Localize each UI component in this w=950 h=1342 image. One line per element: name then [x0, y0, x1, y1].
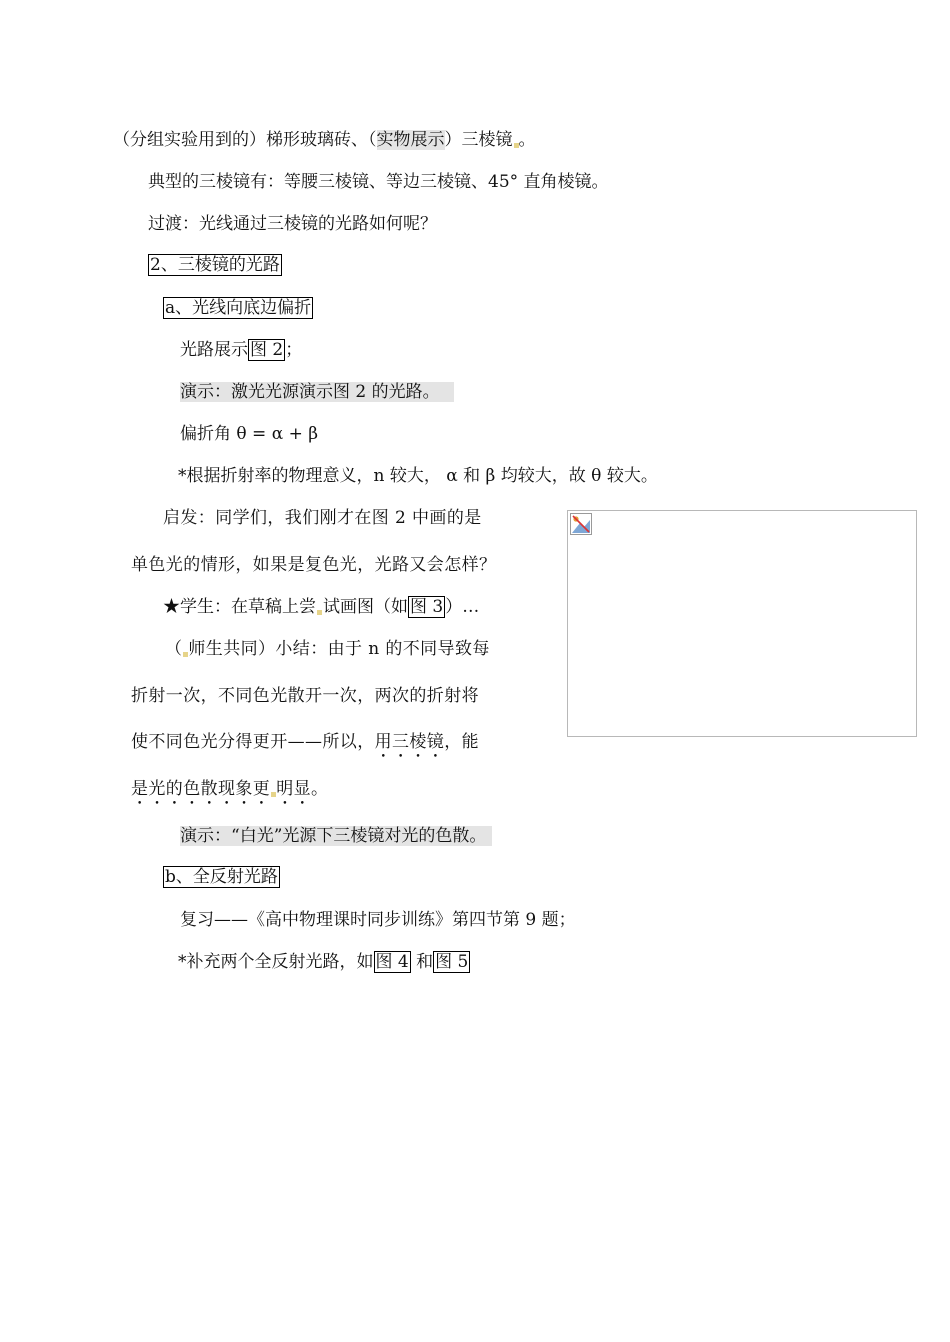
- emphasized-text: 用三棱镜，: [374, 732, 462, 752]
- boxed-heading: b、全反射光路: [165, 867, 278, 887]
- text-line: （ 师生共同）小结：由于 n 的不同导致每: [165, 639, 490, 659]
- figure-link[interactable]: 图 2: [250, 340, 284, 360]
- text-line: （分组实验用到的）梯形玻璃砖、（实物展示）三棱镜 。: [113, 130, 536, 150]
- text-line: 典型的三棱镜有：等腰三棱镜、等边三棱镜、45° 直角棱镜。: [148, 172, 609, 192]
- highlighted-text: 演示：“白光”光源下三棱镜对光的色散。: [180, 826, 492, 846]
- text-line: 光路展示 图 2 ；: [180, 340, 303, 360]
- emphasized-text: 是光的色散现象更: [131, 779, 271, 799]
- edit-mark: [317, 610, 322, 615]
- figure-link[interactable]: 图 3: [410, 597, 444, 617]
- text-line: 单色光的情形，如果是复色光，光路又会怎样？: [131, 555, 497, 575]
- text-line: *根据折射率的物理意义，n 较大， α 和 β 均较大，故 θ 较大。: [178, 466, 658, 486]
- highlighted-text: 实物展示: [376, 130, 445, 150]
- figure-link[interactable]: 图 5: [435, 952, 469, 972]
- boxed-heading: a、光线向底边偏折: [165, 298, 312, 318]
- subsection-heading: [163, 866, 280, 888]
- subsection-heading: [163, 297, 313, 319]
- section-heading: [148, 254, 282, 276]
- broken-image-icon: [570, 513, 592, 535]
- text-line: [180, 825, 492, 847]
- text-line: 复习——《高中物理课时同步训练》第四节第 9 题；: [180, 910, 576, 930]
- text-line: ★学生：在草稿上尝 试画图（如 图 3 ）…: [163, 597, 480, 617]
- text-line: *补充两个全反射光路，如 图 4 和 图 5: [178, 952, 469, 972]
- text-line: [180, 381, 454, 403]
- emphasized-text: 明显: [276, 779, 312, 799]
- formula-line: 偏折角 θ = α + β: [180, 424, 319, 444]
- text-line: 过渡：光线通过三棱镜的光路如何呢？: [148, 214, 437, 234]
- text-line: 使不同色光分得更开——所以，用三棱镜，能: [131, 732, 480, 752]
- figure-link[interactable]: 图 4: [375, 952, 409, 972]
- text-line: 启发：同学们，我们刚才在图 2 中画的是: [163, 508, 482, 528]
- highlighted-text: 演示：激光光源演示图 2 的光路。: [180, 382, 454, 402]
- image-placeholder: [567, 510, 917, 737]
- text-line: 是光的色散现象更 明显。: [131, 779, 329, 799]
- boxed-heading: 2、三棱镜的光路: [150, 255, 280, 275]
- text-line: 折射一次，不同色光散开一次，两次的折射将: [131, 686, 479, 706]
